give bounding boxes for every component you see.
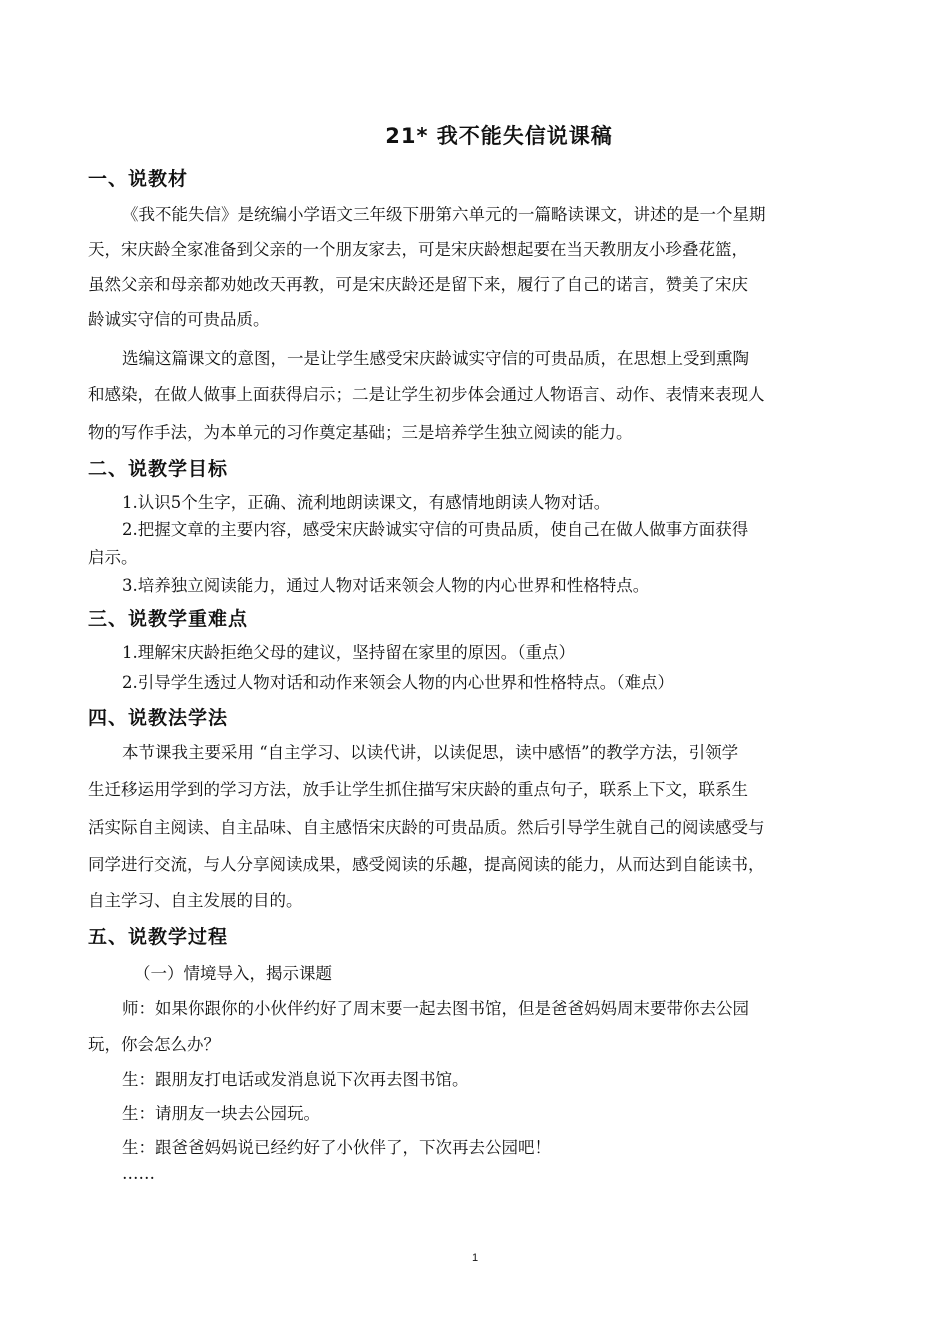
paragraph-line: 本节课我主要采用 “自主学习、以读代讲，以读促思，读中感悟”的教学方法，引领学 (122, 743, 739, 762)
document-title: 21* 我不能失信说课稿 (385, 124, 613, 148)
paragraph-line: 虽然父亲和母亲都劝她改天再教，可是宋庆龄还是留下来，履行了自己的诺言，赞美了宋庆 (88, 275, 748, 294)
dialogue-line: 师：如果你跟你的小伙伴约好了周末要一起去图书馆，但是爸爸妈妈周末要带你去公园 (122, 999, 749, 1018)
paragraph-line: 同学进行交流，与人分享阅读成果，感受阅读的乐趣，提高阅读的能力，从而达到自能读书， (88, 855, 765, 874)
paragraph-line: 龄诚实守信的可贵品质。 (88, 310, 270, 329)
dialogue-line: 玩，你会怎么办？ (88, 1035, 220, 1054)
paragraph-line: 《我不能失信》是统编小学语文三年级下册第六单元的一篇略读课文，讲述的是一个星期 (122, 205, 766, 224)
section-heading-process: 五、说教学过程 (88, 926, 229, 948)
dialogue-line: 生：请朋友一块去公园玩。 (122, 1104, 320, 1123)
ellipsis: …… (122, 1164, 155, 1183)
paragraph-line: 生迁移运用学到的学习方法，放手让学生抓住描写宋庆龄的重点句子，联系上下文，联系生 (88, 780, 748, 799)
subheading: （一）情境导入，揭示课题 (134, 964, 332, 983)
section-heading-methods: 四、说教法学法 (88, 707, 229, 729)
dialogue-line: 生：跟爸爸妈妈说已经约好了小伙伴了，下次再去公园吧！ (122, 1138, 551, 1157)
page-number: 1 (471, 1252, 479, 1264)
list-item: 2.引导学生透过人物对话和动作来领会人物的内心世界和性格特点。（难点） (122, 673, 674, 692)
list-item: 1.理解宋庆龄拒绝父母的建议，坚持留在家里的原因。（重点） (122, 643, 575, 662)
section-heading-objectives: 二、说教学目标 (88, 458, 229, 480)
paragraph-line: 活实际自主阅读、自主品味、自主感悟宋庆龄的可贵品质。然后引导学生就自己的阅读感受与 (88, 818, 765, 837)
list-item: 1.认识5个生字，正确、流利地朗读课文，有感情地朗读人物对话。 (122, 493, 611, 512)
dialogue-line: 生：跟朋友打电话或发消息说下次再去图书馆。 (122, 1070, 469, 1089)
list-item: 2.把握文章的主要内容，感受宋庆龄诚实守信的可贵品质，使自己在做人做事方面获得 (122, 520, 749, 539)
paragraph-line: 选编这篇课文的意图，一是让学生感受宋庆龄诚实守信的可贵品质，在思想上受到熏陶 (122, 349, 749, 368)
section-heading-textbook: 一、说教材 (88, 168, 189, 190)
paragraph-line: 天，宋庆龄全家准备到父亲的一个朋友家去，可是宋庆龄想起要在当天教朋友小珍叠花篮， (88, 240, 748, 259)
section-heading-key-points: 三、说教学重难点 (88, 608, 249, 630)
list-item-continuation: 启示。 (88, 548, 138, 567)
paragraph-line: 和感染，在做人做事上面获得启示；二是让学生初步体会通过人物语言、动作、表情来表现人 (88, 385, 765, 404)
paragraph-line: 自主学习、自主发展的目的。 (88, 891, 303, 910)
paragraph-line: 物的写作手法，为本单元的习作奠定基础；三是培养学生独立阅读的能力。 (88, 423, 633, 442)
list-item: 3.培养独立阅读能力，通过人物对话来领会人物的内心世界和性格特点。 (122, 576, 650, 595)
